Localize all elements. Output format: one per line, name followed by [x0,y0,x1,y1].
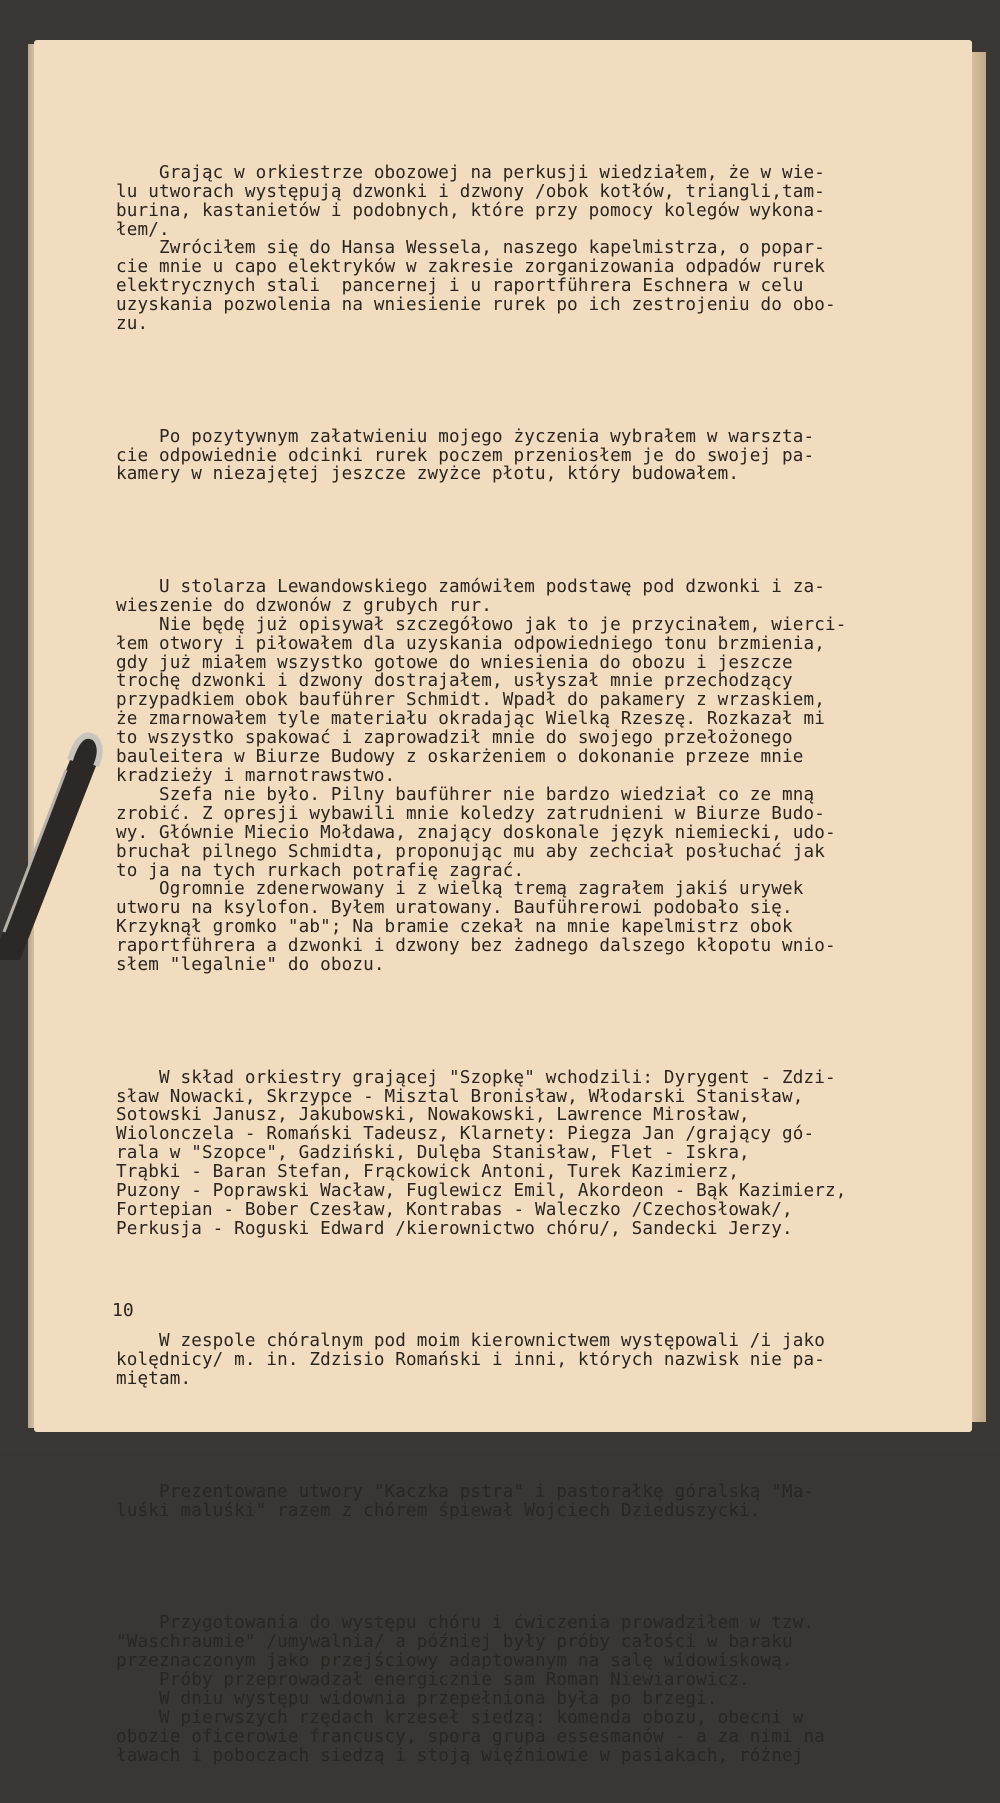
paragraph: U stolarza Lewandowskiego zamówiłem podstawę pod dzwonki i za- wieszenie do dzwonów z grubych rur. Nie będę już opisywał szczegółowo jak to je przycinałem, wierci- łem otwory i piłowałem dla uzyskania odpowiedniego tonu brzmienia, gdy już miałem wszystko gotowe do wniesienia do obozu i jeszcze trochę dzwonki i dzwony dostrajałem, usłyszał mnie przechodzący przypadkiem obok bauführer Schmidt. Wpadł do pakamery z wrzaskiem, że zmarnowałem tyle materiału okradając Wielką Rzeszę. Rozkazał mi to wszystko spakować i zaprowadził mnie do swojego przełożonego bauleitera w Biurze Budowy z oskarżeniem o dokonanie przeze mnie kradzieży i marnotrawstwo. Szefa nie było. Pilny bauführer nie bardzo wiedział co ze mną zrobić. Z opresji wybawili mnie koledzy zatrudnieni w Biurze Budo- wy. Głównie Miecio Mołdawa, znający doskonale język niemiecki, udo- bruchał pilnego Schmidta, proponując mu aby zechciał posłuchać jak to ja na tych rurkach potrafię zagrać. Ogromnie zdenerwowany i z wielką tremą zagrałem jakiś urywek utworu na ksylofon. Byłem uratowany. Bauführerowi podobało się. Krzyknął gromko "ab"; Na bramie czekał na mnie kapelmistrz obok raportführera a dzwonki i dzwony bez żadnego dalszego kłopotu wnio- słem "legalnie" do obozu. [116,576,847,976]
paragraph: Po pozytywnym załatwieniu mojego życzenia wybrałem w warszta- cie odpowiednie odcinki rurek poczem przeniosłem je do swojej pa- kamery w niezajętej jeszcze zwyżce płotu, który budowałem. [116,426,815,485]
paragraph: W skład orkiestry grającej "Szopkę" wchodzili: Dyrygent - Zdzi- sław Nowacki, Skrzypce - Misztal Bronisław, Włodarski Stanisław, Sotowski Janusz, Jakubowski, Nowakowski, Lawrence Mirosław, Wiolonczela - Romański Tadeusz, Klarnety: Piegza Jan /grający gó- rala w "Szopce", Gadziński, Dulęba Stanisław, Flet - Iskra, Trąbki - Baran Stefan, Frąckowick Antoni, Turek Kazimierz, Puzony - Poprawski Wacław, Fuglewicz Emil, Akordeon - Bąk Kazimierz, Fortepian - Bober Czesław, Kontrabas - Waleczko /Czechosłowak/, Perkusja - Roguski Edward /kierownictwo chóru/, Sandecki Jerzy. [116,1067,847,1239]
page-number: 10 [112,1300,134,1321]
paragraph: Grając w orkiestrze obozowej na perkusji wiedziałem, że w wie- lu utworach występują dzwonki i dzwony /obok kotłów, triangli,tam- burina, kastanietów i podobnych, które przy pomocy kolegów wykona- łem/. Zwróciłem się do Hansa Wessela, naszego kapelmistrza, o popar- cie mnie u capo elektryków w zakresie zorganizowania odpadów rurek elektrycznych stali pancernej i u raportführera Eschnera w celu uzyskania pozwolenia na wniesienie rurek po ich zestrojeniu do obo- zu. [116,162,836,335]
paragraph: Przygotowania do występu chóru i ćwiczenia prowadziłem w tzw. "Waschraumie" /umywalnia/ a później były próby całości w baraku przeznaczonym jako przejściowy adaptowanym na salę widowiskową. Próby przeprowadzał energicznie sam Roman Niewiarowicz. W dniu występu widownia przepełniona była po brzegi. W pierwszych rzędach krzeseł siedzą: komenda obozu, obecni w obozie oficerowie francuscy, spora grupa essesmanów - a za nimi na ławach i poboczach siedzą i stoją więźniowie w pasiakach, różnej [116,1613,825,1766]
letter-opener-icon [0,700,110,960]
paragraph: Prezentowane utwory "Kaczka pstra" i pastorałkę góralską "Ma- luśki maluśki" razem z chórem śpiewał Wojciech Dzieduszycki. [116,1481,815,1521]
paragraph: W zespole chóralnym pod moim kierownictwem występowali /i jako kolędnicy/ m. in. Zdzisio Romański i inni, których nazwisk nie pa- miętam. [116,1331,825,1390]
body-text [116,126,916,1803]
